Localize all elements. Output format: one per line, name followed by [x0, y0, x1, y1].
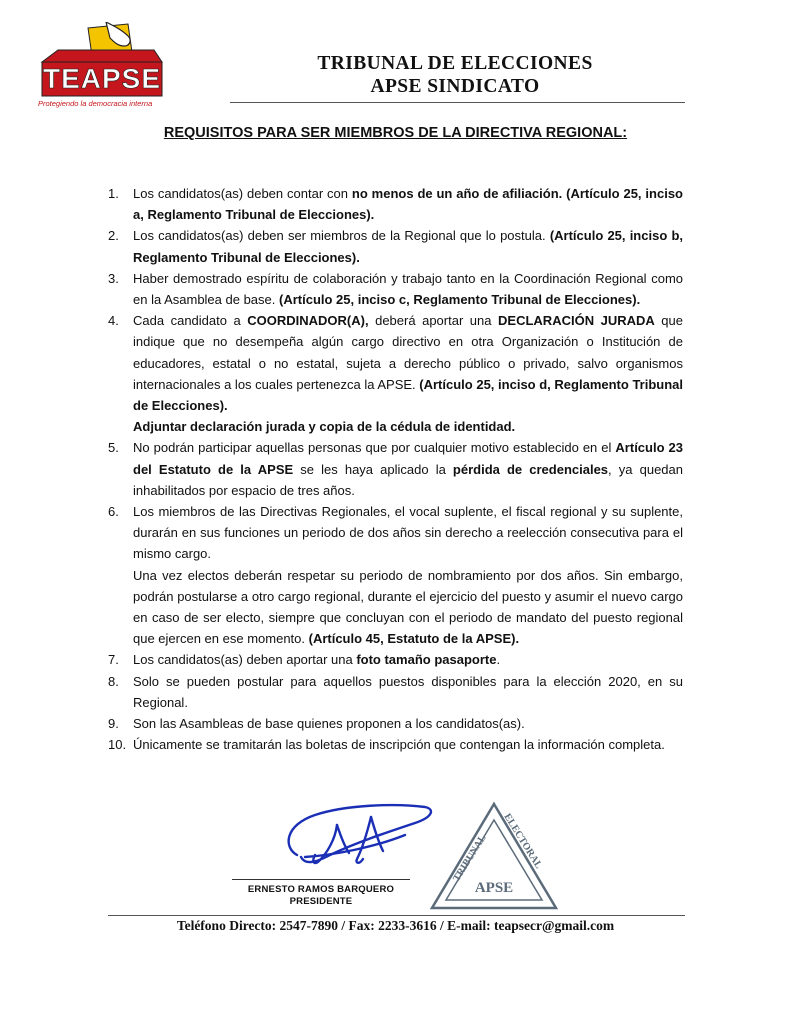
requirement-text-segment: Cada candidato a: [133, 313, 248, 329]
requirement-text-segment: Los candidatos(as) deben ser miembros de la Regional que lo postula.: [133, 228, 550, 244]
requirement-text-bold: Artículo 23 del Estatuto de la APSE: [133, 440, 683, 477]
requirement-number: 4.: [108, 313, 119, 329]
requirement-number: 10.: [108, 737, 127, 753]
requirement-text-segment: Los candidatos(as) deben contar con: [133, 186, 352, 201]
requirement-text-bold: (Artículo 45, Estatuto de la APSE).: [308, 631, 520, 647]
requirement-text: [133, 671, 683, 713]
requirement-text: [133, 268, 683, 310]
requirement-number: 6.: [108, 504, 119, 520]
footer-divider: [108, 915, 685, 916]
organization-title: [230, 52, 680, 98]
requirement-item: [108, 649, 683, 670]
requirement-text-bold: DECLARACIÓN JURADA: [498, 313, 655, 329]
requirement-number: 3.: [108, 270, 119, 286]
requirement-text-segment: Únicamente se tramitarán las boletas de inscripción que contengan la información completa.: [133, 737, 665, 753]
requirement-text-segment: No podrán participar aquellas personas que por cualquier motivo establecido en el: [133, 440, 616, 456]
seal-text-right: ELECTORAL: [501, 811, 544, 871]
requirement-item: [108, 713, 683, 734]
requirement-text-bold: COORDINADOR(A),: [247, 313, 369, 329]
requirement-item: [108, 268, 683, 310]
requirement-item: [108, 501, 683, 649]
requirement-text-segment: Haber demostrado espíritu de colaboración y trabajo tanto en la Coordinación Regional como en la Asamblea de base.: [133, 270, 683, 308]
requirement-text-bold: pérdida de credenciales: [452, 461, 609, 477]
requirement-text-bold: no menos de un año de afiliación. (Artículo 25, inciso a, Reglamento Tribunal de Elecciones).: [133, 186, 683, 223]
requirement-number: 2.: [108, 228, 119, 244]
title-line-1: TRIBUNAL DE ELECCIONES: [317, 53, 593, 74]
requirement-item: [108, 671, 683, 713]
requirement-text: [133, 310, 683, 416]
requirement-text-segment: que indique que no desempeña algún cargo directivo en otra Organización o Institución de educadores, estatal o no estatal, sujeta a derecho público o privado, salvo organismos internacionales a los cuales pertenezca la APSE.: [133, 313, 683, 392]
signature-image: [275, 795, 440, 875]
signatory: [232, 884, 410, 908]
requirements-list: [108, 183, 683, 755]
tribunal-electoral-seal: [428, 800, 560, 912]
requirement-text-bold: (Artículo 25, inciso d, Reglamento Tribunal de Elecciones).: [133, 376, 684, 414]
requirement-text: [133, 225, 683, 267]
signatory-name: ERNESTO RAMOS BARQUERO: [247, 884, 395, 895]
requirement-text-segment: Los candidatos(as) deben aportar una: [133, 652, 357, 668]
requirement-text-bold: Adjuntar declaración jurada y copia de la cédula de identidad.: [133, 419, 516, 435]
requirement-text: [133, 649, 683, 670]
requirement-text-segment: Los miembros de las Directivas Regionales, el vocal suplente, el fiscal regional y su suplente, durarán en sus funciones un periodo de dos años sin derecho a reelección consecutiva para el mismo cargo.: [133, 504, 683, 562]
requirement-text: [133, 183, 683, 225]
requirement-item: [108, 310, 683, 437]
seal-text-left: TRIBUNAL: [451, 832, 489, 884]
requirement-number: 8.: [108, 673, 119, 689]
requirement-text: [133, 416, 683, 437]
document-heading: REQUISITOS PARA SER MIEMBROS DE LA DIRECTIVA REGIONAL:: [163, 125, 628, 141]
requirement-text-segment: .: [496, 652, 501, 668]
requirement-text: [133, 501, 683, 565]
header-divider: [230, 102, 685, 103]
requirement-number: 5.: [108, 440, 119, 456]
requirement-text-segment: Son las Asambleas de base quienes proponen a los candidatos(as).: [133, 716, 525, 732]
signature-line: [232, 879, 410, 880]
requirement-item: [108, 437, 683, 501]
requirement-text: [133, 437, 683, 501]
signatory-role: PRESIDENTE: [289, 896, 353, 907]
title-line-2: APSE SINDICATO: [370, 76, 540, 97]
requirement-item: [108, 183, 683, 225]
requirement-text-bold: (Artículo 25, inciso b, Reglamento Tribunal de Elecciones).: [133, 228, 684, 265]
requirement-text-bold: foto tamaño pasaporte: [356, 652, 497, 668]
seal-center-text: APSE: [474, 880, 514, 896]
requirement-text-segment: se les haya aplicado la: [293, 461, 453, 477]
requirement-text-segment: , ya quedan inhabilitados por espacio de tres años.: [133, 461, 683, 498]
requirement-item: [108, 734, 683, 755]
requirement-number: 7.: [108, 652, 119, 668]
requirement-text-bold: (Artículo 25, inciso c, Reglamento Tribunal de Elecciones).: [279, 292, 641, 308]
logo-tagline: Protegiendo la democracia interna: [38, 99, 153, 108]
requirement-text: [133, 734, 683, 755]
requirement-text-segment: Una vez electos deberán respetar su periodo de nombramiento por dos años. Sin embargo, podrán postularse a otro cargo regional, durante el ejercicio del puesto y asumir el nuevo cargo en caso de ser electo, siempre que concluyan con el periodo de mandato del puesto regional que ejercen en ese momento.: [133, 567, 683, 647]
triangle-seal-graphic: [428, 800, 560, 912]
requirement-number: 1.: [108, 186, 119, 201]
requirement-text: [133, 713, 683, 734]
requirement-text-segment: Solo se pueden postular para aquellos puestos disponibles para la elección 2020, en su Regional.: [133, 673, 683, 710]
requirement-text-segment: deberá aportar una: [368, 313, 499, 329]
requirement-number: 9.: [108, 716, 119, 732]
handwritten-signature: [275, 795, 440, 875]
footer-contact-info: Teléfono Directo: 2547-7890 / Fax: 2233-3616 / E-mail: teapsecr@gmail.com: [176, 918, 615, 933]
logo-text: TEAPSE: [42, 63, 162, 94]
requirement-item: [108, 225, 683, 267]
requirement-text: [133, 565, 683, 650]
